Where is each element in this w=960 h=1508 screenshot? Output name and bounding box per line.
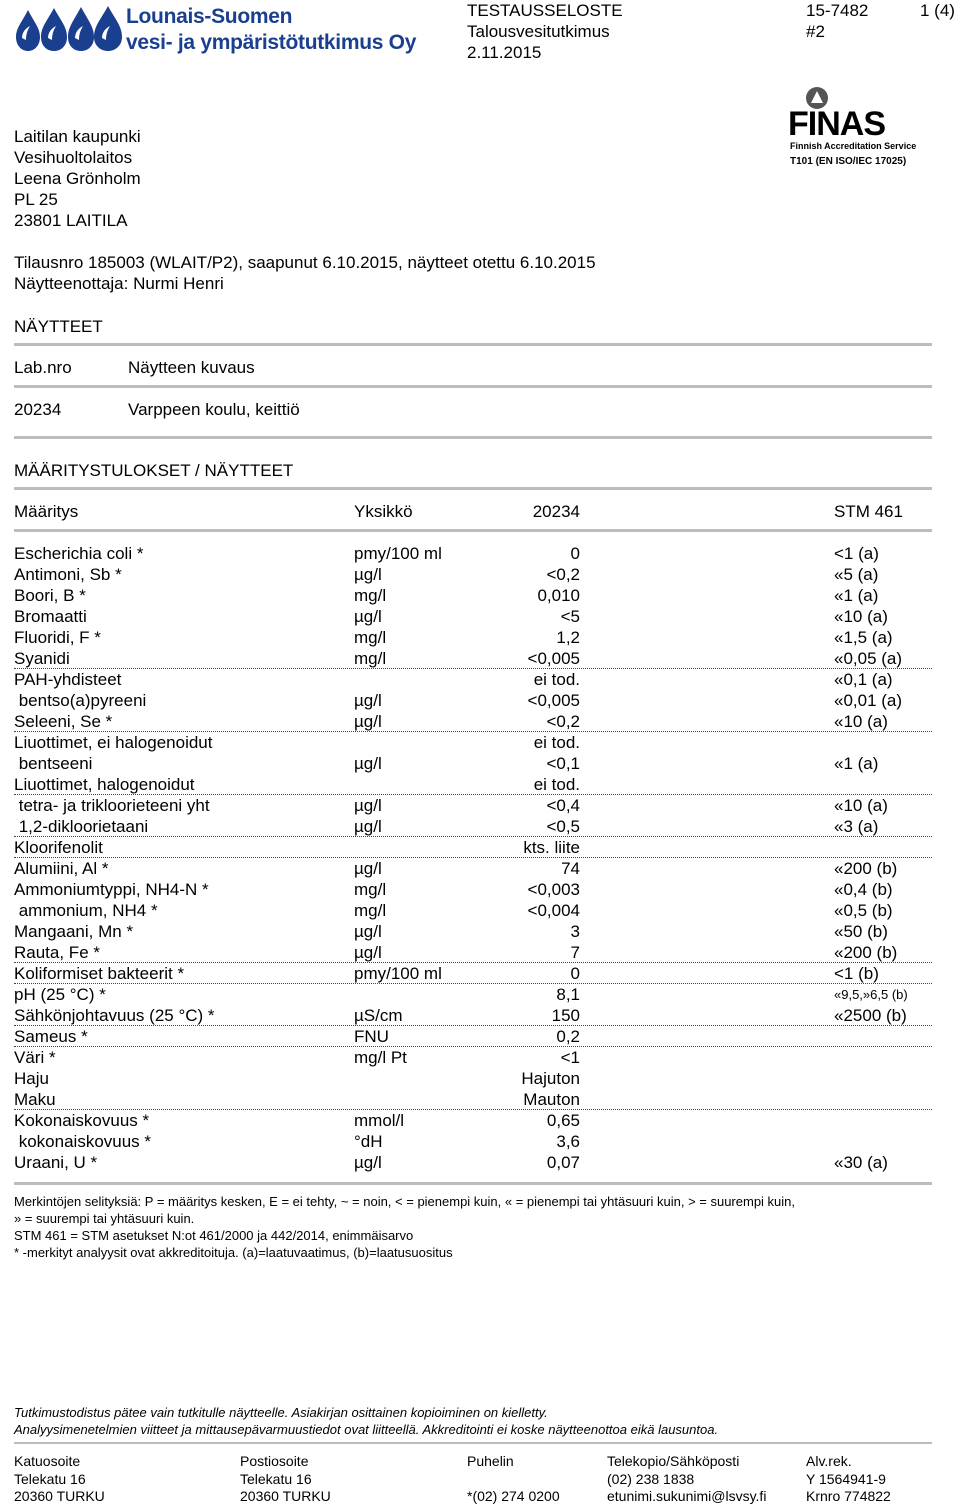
- table-row: [14, 837, 932, 858]
- analysis-name: Syanidi: [14, 649, 70, 668]
- divider: [14, 1442, 932, 1444]
- table-row: [14, 774, 932, 795]
- notes-line-2: » = suurempi tai yhtäsuuri kuin.: [14, 1211, 195, 1226]
- document-subtitle: Talousvesitutkimus: [467, 22, 610, 41]
- analysis-value: <0,005: [527, 691, 580, 710]
- analysis-limit: <1 (b): [834, 964, 879, 983]
- analysis-unit: °dH: [354, 1132, 383, 1151]
- table-row: [14, 1068, 932, 1089]
- analysis-unit: pmy/100 ml: [354, 964, 442, 983]
- analysis-name: Rauta, Fe *: [14, 943, 100, 962]
- footer-fax-email: [607, 1453, 766, 1506]
- analysis-value: ei tod.: [533, 733, 580, 752]
- water-drops-icon: [14, 4, 124, 54]
- analysis-unit: µg/l: [354, 565, 382, 584]
- analysis-name: Boori, B *: [14, 586, 86, 605]
- analysis-name: Antimoni, Sb *: [14, 565, 122, 584]
- footer-street-address: [14, 1453, 105, 1506]
- analysis-limit: «10 (a): [834, 796, 888, 815]
- table-row: [14, 1005, 932, 1026]
- analysis-limit: «0,01 (a): [834, 691, 903, 710]
- analysis-limit: «0,1 (a): [834, 670, 893, 689]
- recipient-line-3: Leena Grönholm: [14, 169, 141, 188]
- analysis-limit: «0,05 (a): [834, 649, 903, 668]
- analysis-value: <1: [560, 1048, 580, 1067]
- analysis-limit: «10 (a): [834, 712, 888, 731]
- divider: [14, 529, 932, 532]
- footer-text: Telekatu 16: [14, 1470, 86, 1487]
- table-row: [14, 1110, 932, 1131]
- col-header-sample: 20234: [532, 502, 580, 521]
- footer-text: Alv.rek.: [806, 1453, 852, 1469]
- samples-col-desc: Näytteen kuvaus: [128, 358, 255, 377]
- analysis-name: Liuottimet, ei halogenoidut: [14, 733, 213, 752]
- table-row: [14, 1026, 932, 1047]
- table-row: [14, 1047, 932, 1068]
- analysis-limit: «9,5,»6,5 (b): [834, 987, 908, 1002]
- table-row: [14, 963, 932, 984]
- analysis-value: 150: [551, 1006, 580, 1025]
- footer-text: (02) 238 1838: [607, 1470, 695, 1487]
- analysis-value: 0: [570, 544, 580, 563]
- table-row: [14, 606, 932, 627]
- analysis-limit: «3 (a): [834, 817, 879, 836]
- analysis-value: 3: [570, 922, 580, 941]
- footer-text: [467, 1471, 560, 1489]
- analysis-unit: µg/l: [354, 943, 382, 962]
- analysis-value: ei tod.: [533, 775, 580, 794]
- table-row: [14, 690, 932, 711]
- analysis-name: Escherichia coli *: [14, 544, 144, 563]
- page-number: 1 (4): [920, 1, 955, 20]
- footer-text: Y 1564941-9: [806, 1470, 886, 1487]
- finas-service: Finnish Accreditation Service: [790, 141, 917, 151]
- col-header-stm: STM 461: [834, 502, 903, 521]
- table-row: [14, 711, 932, 732]
- notes-line-3: STM 461 = STM asetukset N:ot 461/2000 ja 442/2014, enimmäisarvo: [14, 1228, 414, 1243]
- analysis-value: 8,1: [556, 985, 580, 1004]
- analysis-name: tetra- ja trikloorieteeni yht: [14, 796, 210, 815]
- results-header-row: [14, 501, 932, 522]
- footer-text: Katuosoite: [14, 1453, 81, 1469]
- disclaimer-line-2: Analyysimenetelmien viitteet ja mittausepävarmuustiedot ovat liitteellä. Akkreditointi ei koske näytteenottoa eikä lausuntoa.: [14, 1422, 719, 1437]
- recipient-line-2: Vesihuoltolaitos: [14, 148, 133, 167]
- notes-line-4: * -merkityt analyysit ovat akkreditoituja. (a)=laatuvaatimus, (b)=laatusuositus: [14, 1245, 453, 1260]
- analysis-name: Sameus *: [14, 1027, 88, 1046]
- sampler-info: Näytteenottaja: Nurmi Henri: [14, 274, 224, 293]
- analysis-value: <0,2: [546, 712, 580, 731]
- footer-text: Postiosoite: [240, 1453, 309, 1469]
- recipient-line-5: 23801 LAITILA: [14, 211, 128, 230]
- analysis-limit: «50 (b): [834, 922, 888, 941]
- analysis-name: Liuottimet, halogenoidut: [14, 775, 195, 794]
- table-row: [14, 1152, 932, 1173]
- analysis-limit: «0,4 (b): [834, 880, 893, 899]
- analysis-limit: «10 (a): [834, 607, 888, 626]
- analysis-value: 0: [570, 964, 580, 983]
- analysis-unit: mg/l: [354, 901, 387, 920]
- table-row: [14, 816, 932, 837]
- table-row: [14, 942, 932, 963]
- table-row: [14, 879, 932, 900]
- table-row: [14, 732, 932, 753]
- analysis-name: Mangaani, Mn *: [14, 922, 134, 941]
- results-heading: MÄÄRITYSTULOKSET / NÄYTTEET: [14, 461, 294, 480]
- logo-line-1: Lounais-Suomen: [126, 5, 293, 28]
- col-header-unit: Yksikkö: [354, 502, 413, 521]
- analysis-name: kokonaiskovuus *: [14, 1132, 152, 1151]
- analysis-limit: «200 (b): [834, 859, 898, 878]
- document-date: 2.11.2015: [467, 43, 542, 62]
- samples-heading: NÄYTTEET: [14, 317, 103, 336]
- analysis-value: 74: [561, 859, 580, 878]
- notes-line-1: Merkintöjen selityksiä: P = määritys kesken, E = ei tehty, ~ = noin, < = pienempi kuin, « = pienempi tai yhtäsuuri kuin, > = suurempi kuin,: [14, 1194, 796, 1209]
- analysis-value: Mauton: [523, 1090, 580, 1109]
- footer-text: Puhelin: [467, 1453, 514, 1469]
- analysis-value: <0,004: [527, 901, 580, 920]
- analysis-unit: µS/cm: [354, 1006, 403, 1025]
- samples-col-lab: Lab.nro: [14, 358, 72, 377]
- analysis-name: Kloorifenolit: [14, 838, 103, 857]
- analysis-value: 0,010: [537, 586, 580, 605]
- table-row: [14, 984, 932, 1005]
- analysis-name: Fluoridi, F *: [14, 628, 101, 647]
- footer-text: Telekatu 16: [240, 1470, 312, 1487]
- analysis-limit: <1 (a): [834, 544, 879, 563]
- document-type: TESTAUSSELOSTE: [467, 1, 623, 20]
- analysis-value: <5: [560, 607, 580, 626]
- analysis-value: 7: [570, 943, 580, 962]
- analysis-value: <0,003: [527, 880, 580, 899]
- analysis-name: Maku: [14, 1090, 56, 1109]
- analysis-limit: «1 (a): [834, 754, 879, 773]
- table-row: [14, 795, 932, 816]
- footer-text: *(02) 274 0200: [467, 1488, 560, 1504]
- analysis-value: ei tod.: [533, 670, 580, 689]
- analysis-value: 0,2: [556, 1027, 580, 1046]
- table-row: [14, 564, 932, 585]
- table-row: [14, 858, 932, 879]
- analysis-name: Sähkönjohtavuus (25 °C) *: [14, 1006, 215, 1025]
- footer-text: 20360 TURKU: [14, 1488, 105, 1504]
- analysis-name: PAH-yhdisteet: [14, 670, 122, 689]
- finas-code: T101 (EN ISO/IEC 17025): [790, 156, 907, 167]
- analysis-limit: «5 (a): [834, 565, 879, 584]
- analysis-name: bentso(a)pyreeni: [14, 691, 147, 710]
- analysis-unit: µg/l: [354, 607, 382, 626]
- analysis-unit: FNU: [354, 1027, 389, 1046]
- table-row: [14, 585, 932, 606]
- analysis-unit: µg/l: [354, 859, 382, 878]
- analysis-value: 3,6: [556, 1132, 580, 1151]
- finas-name: FINAS: [788, 105, 885, 143]
- analysis-name: Uraani, U *: [14, 1153, 98, 1172]
- logo-line-2: vesi- ja ympäristötutkimus Oy: [126, 31, 417, 54]
- analysis-value: <0,2: [546, 565, 580, 584]
- analysis-unit: pmy/100 ml: [354, 544, 442, 563]
- recipient-line-4: PL 25: [14, 190, 58, 209]
- analysis-value: 0,65: [546, 1111, 580, 1130]
- table-row: [14, 669, 932, 690]
- analysis-name: Ammoniumtyppi, NH4-N *: [14, 880, 209, 899]
- analysis-value: <0,005: [527, 649, 580, 668]
- analysis-value: <0,1: [546, 754, 580, 773]
- table-row: [14, 921, 932, 942]
- disclaimer-line-1: Tutkimustodistus pätee vain tutkitulle näytteelle. Asiakirjan osittainen kopioiminen on kielletty.: [14, 1405, 548, 1420]
- table-row: [14, 1131, 932, 1152]
- analysis-limit: «30 (a): [834, 1153, 888, 1172]
- analysis-value: 1,2: [556, 628, 580, 647]
- divider: [14, 1182, 932, 1185]
- analysis-limit: «200 (b): [834, 943, 898, 962]
- analysis-limit: «1,5 (a): [834, 628, 893, 647]
- analysis-name: 1,2-dikloorietaani: [14, 817, 149, 836]
- analysis-limit: «2500 (b): [834, 1006, 907, 1025]
- footer-text: Telekopio/Sähköposti: [607, 1453, 740, 1469]
- analysis-unit: mg/l: [354, 649, 387, 668]
- analysis-name: Bromaatti: [14, 607, 87, 626]
- footer-text: 20360 TURKU: [240, 1488, 331, 1504]
- document-number: 15-7482: [806, 1, 869, 20]
- analysis-unit: mmol/l: [354, 1111, 405, 1130]
- recipient-line-1: Laitilan kaupunki: [14, 127, 141, 146]
- analysis-unit: µg/l: [354, 1153, 382, 1172]
- analysis-value: 0,07: [546, 1153, 580, 1172]
- order-info: Tilausnro 185003 (WLAIT/P2), saapunut 6.10.2015, näytteet otettu 6.10.2015: [14, 253, 596, 272]
- analysis-unit: mg/l: [354, 628, 387, 647]
- analysis-unit: µg/l: [354, 691, 382, 710]
- sample-lab-number: 20234: [14, 400, 62, 419]
- analysis-name: pH (25 °C) *: [14, 985, 106, 1004]
- footer-vat: [806, 1453, 891, 1506]
- analysis-unit: µg/l: [354, 922, 382, 941]
- analysis-name: Koliformiset bakteerit *: [14, 964, 185, 983]
- footer-phone: [467, 1453, 560, 1506]
- document-sub-number: #2: [806, 22, 825, 41]
- analysis-unit: mg/l Pt: [354, 1048, 407, 1067]
- table-row: [14, 627, 932, 648]
- divider: [14, 343, 932, 346]
- sample-description: Varppeen koulu, keittiö: [128, 400, 300, 419]
- analysis-value: kts. liite: [523, 838, 580, 857]
- divider: [14, 436, 932, 439]
- analysis-value: <0,4: [546, 796, 580, 815]
- table-row: [14, 900, 932, 921]
- analysis-name: ammonium, NH4 *: [14, 901, 158, 920]
- analysis-value: Hajuton: [521, 1069, 580, 1088]
- table-row: [14, 543, 932, 564]
- table-row: [14, 648, 932, 669]
- analysis-unit: µg/l: [354, 754, 382, 773]
- analysis-name: Haju: [14, 1069, 49, 1088]
- analysis-unit: µg/l: [354, 817, 382, 836]
- analysis-limit: «0,5 (b): [834, 901, 893, 920]
- analysis-unit: µg/l: [354, 712, 382, 731]
- analysis-unit: mg/l: [354, 586, 387, 605]
- analysis-unit: mg/l: [354, 880, 387, 899]
- analysis-name: Alumiini, Al *: [14, 859, 109, 878]
- col-header-name: Määritys: [14, 502, 79, 521]
- table-row: [14, 753, 932, 774]
- divider: [14, 385, 932, 388]
- analysis-name: Seleeni, Se *: [14, 712, 113, 731]
- analysis-value: <0,5: [546, 817, 580, 836]
- table-row: [14, 1089, 932, 1110]
- footer-text: etunimi.sukunimi@lsvsy.fi: [607, 1488, 767, 1504]
- footer-text: Krnro 774822: [806, 1488, 891, 1504]
- analysis-unit: µg/l: [354, 796, 382, 815]
- analysis-name: Väri *: [14, 1048, 56, 1067]
- analysis-name: Kokonaiskovuus *: [14, 1111, 150, 1130]
- footer-postal-address: [240, 1453, 331, 1506]
- divider: [14, 487, 932, 490]
- analysis-name: bentseeni: [14, 754, 93, 773]
- analysis-limit: «1 (a): [834, 586, 879, 605]
